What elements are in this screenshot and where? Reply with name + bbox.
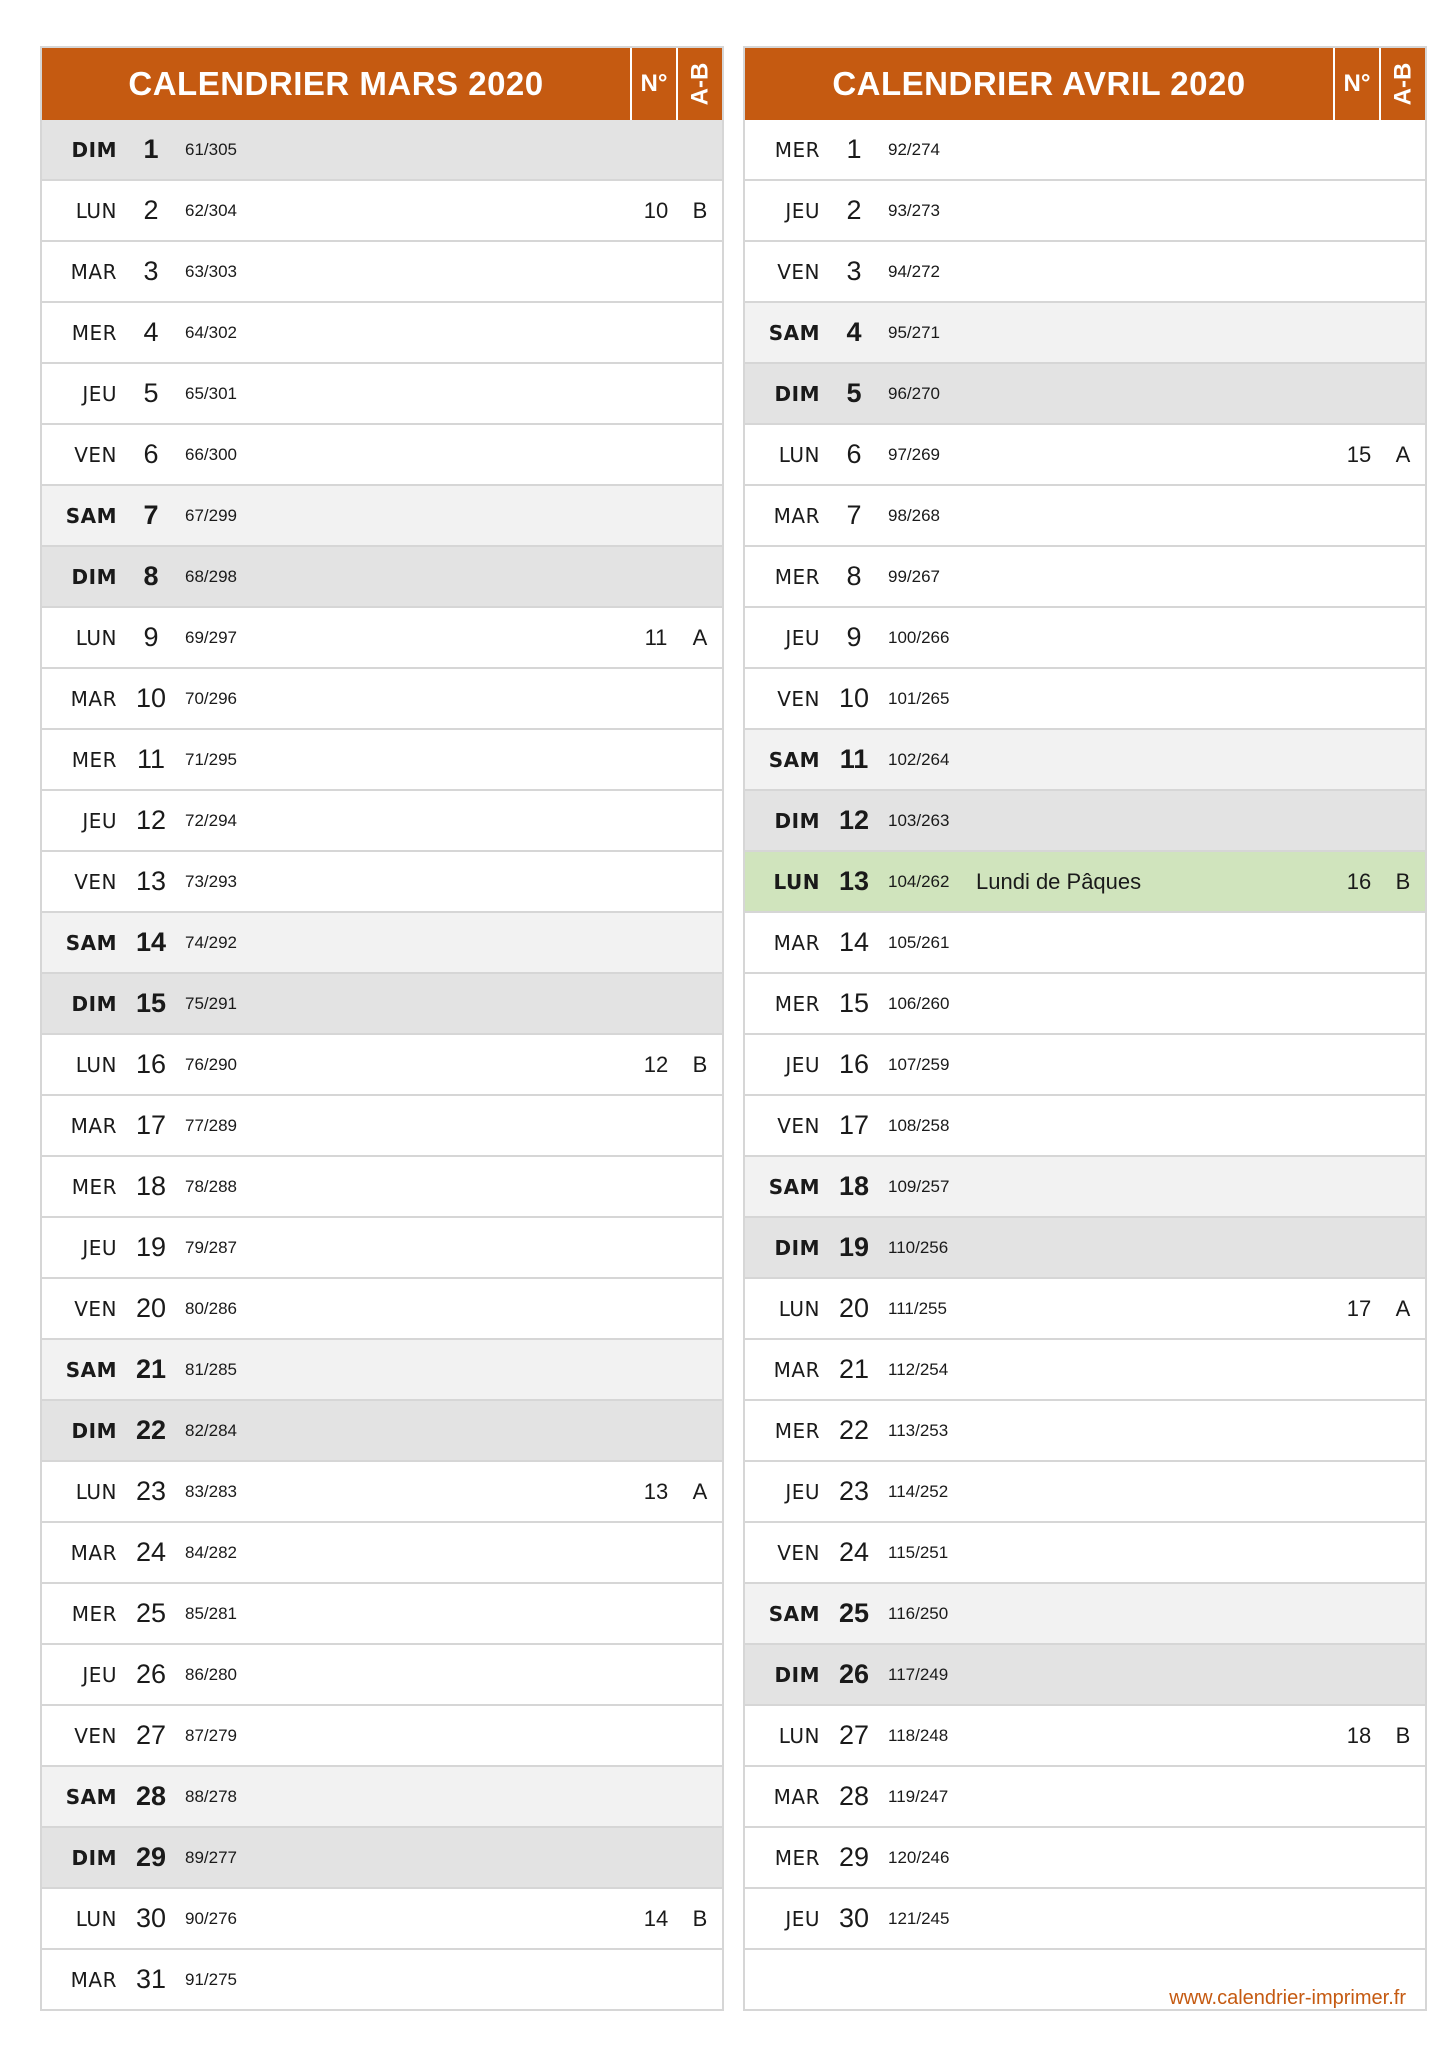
day-number: 19 [838,1232,870,1262]
day-number: 22 [135,1415,167,1445]
day-row [745,852,1425,913]
day-row [42,1462,722,1523]
day-row [745,1584,1425,1645]
day-of-week: MAR [773,503,820,528]
day-row [42,1096,722,1157]
day-number: 10 [838,683,870,713]
day-of-year: 79/287 [185,1237,237,1257]
day-row [42,1950,722,2009]
day-of-year: 97/269 [888,444,940,464]
day-of-year: 94/272 [888,261,940,281]
day-of-week: SAM [768,1601,820,1626]
day-number: 21 [838,1354,870,1384]
day-of-year: 75/291 [185,993,237,1013]
day-of-week: LUN [773,869,820,894]
day-number: 11 [839,744,869,774]
day-row [745,1157,1425,1218]
day-of-year: 96/270 [888,383,940,403]
day-of-week: JEU [785,1479,820,1504]
day-of-year: 112/254 [888,1359,949,1379]
day-of-week: MAR [70,1967,117,1992]
day-of-week: MER [71,1601,117,1626]
day-of-week: VEN [777,259,820,284]
day-number: 14 [135,927,167,957]
day-row [745,486,1425,547]
day-row [745,1828,1425,1889]
day-row [745,425,1425,486]
day-of-year: 103/263 [888,810,950,830]
day-of-week: MER [774,991,820,1016]
day-row [745,1096,1425,1157]
day-row [42,974,722,1035]
day-number: 12 [838,805,870,835]
day-number: 23 [838,1476,870,1506]
day-row [42,1035,722,1096]
day-of-year: 121/245 [888,1908,950,1928]
day-of-week: MAR [70,686,117,711]
day-row [42,425,722,486]
day-of-week: MER [774,1418,820,1443]
day-number: 7 [846,500,862,530]
day-row [745,730,1425,791]
day-number: 4 [143,317,159,347]
day-of-year: 120/246 [888,1847,950,1867]
day-row [42,1645,722,1706]
week-number: 13 [643,1478,669,1504]
day-of-year: 78/288 [185,1176,237,1196]
day-of-year: 76/290 [185,1054,237,1074]
day-of-week: JEU [785,1906,820,1931]
day-row [42,1828,722,1889]
ab-week: B [1395,1722,1411,1748]
day-of-year: 113/253 [888,1420,949,1440]
day-number: 27 [135,1720,167,1750]
day-number: 28 [838,1781,870,1811]
day-of-week: VEN [777,686,820,711]
calendar-body [42,120,722,2009]
day-of-year: 62/304 [185,200,237,220]
day-row [42,1889,722,1950]
week-number: 10 [643,197,669,223]
day-of-year: 102/264 [888,749,950,769]
day-of-week: DIM [774,1235,820,1260]
day-of-year: 111/255 [888,1298,947,1318]
ab-week: B [1395,868,1411,894]
day-number: 1 [143,134,159,164]
day-row [745,1706,1425,1767]
day-of-year: 69/297 [185,627,237,647]
day-of-year: 64/302 [185,322,237,342]
day-of-year: 93/273 [888,200,940,220]
day-row [42,852,722,913]
day-of-week: MAR [773,1357,820,1382]
day-row [42,1218,722,1279]
week-number-header: N° [1333,48,1379,120]
day-number: 30 [838,1903,870,1933]
ab-week-header: A-B [1379,48,1425,120]
ab-week: B [692,1051,708,1077]
day-row [745,181,1425,242]
day-row [745,120,1425,181]
day-of-week: DIM [71,1418,117,1443]
day-of-year: 117/249 [888,1664,949,1684]
day-row [745,1035,1425,1096]
day-of-year: 90/276 [185,1908,237,1928]
day-of-week: JEU [82,808,117,833]
day-of-week: JEU [785,625,820,650]
day-of-year: 74/292 [185,932,237,952]
day-of-year: 73/293 [185,871,237,891]
day-of-week: LUN [75,1906,117,1931]
day-row [42,1401,722,1462]
day-of-week: DIM [774,381,820,406]
day-of-week: JEU [785,1052,820,1077]
day-number: 2 [846,195,862,225]
day-of-year: 63/303 [185,261,237,281]
day-of-year: 71/295 [185,749,237,769]
day-row [745,303,1425,364]
day-number: 24 [838,1537,870,1567]
day-row [42,547,722,608]
day-row [42,608,722,669]
week-number: 14 [643,1905,669,1931]
day-number: 27 [838,1720,870,1750]
day-number: 18 [135,1171,167,1201]
day-number: 13 [838,866,870,896]
day-row [745,1645,1425,1706]
day-of-week: MER [71,747,117,772]
day-number: 3 [846,256,862,286]
day-row [745,1401,1425,1462]
day-of-year: 108/258 [888,1115,950,1135]
day-of-year: 67/299 [185,505,237,525]
day-number: 13 [135,866,167,896]
day-of-week: MER [71,320,117,345]
calendar-april [743,46,1427,2011]
day-number: 3 [143,256,159,286]
day-of-year: 65/301 [185,383,237,403]
day-of-week: JEU [82,381,117,406]
day-row [745,364,1425,425]
day-number: 8 [143,561,159,591]
day-number: 25 [135,1598,167,1628]
day-of-week: MER [774,1845,820,1870]
day-note: Lundi de Pâques [976,868,1142,894]
day-of-year: 118/248 [888,1725,949,1745]
day-row [745,1340,1425,1401]
day-number: 7 [143,500,159,530]
ab-week: B [692,197,708,223]
day-row [42,1157,722,1218]
ab-week: A [692,624,708,650]
day-number: 23 [135,1476,167,1506]
day-of-week: MAR [773,1784,820,1809]
day-of-week: LUN [75,1479,117,1504]
day-number: 11 [136,744,166,774]
day-number: 9 [846,622,862,652]
day-row [745,791,1425,852]
week-number: 16 [1346,868,1372,894]
day-of-week: VEN [74,869,117,894]
day-of-week: JEU [82,1235,117,1260]
day-of-week: SAM [768,1174,820,1199]
day-of-week: SAM [65,503,117,528]
day-row [42,791,722,852]
day-of-year: 109/257 [888,1176,950,1196]
day-row [745,547,1425,608]
calendar-header [42,48,722,120]
day-of-year: 66/300 [185,444,237,464]
day-number: 5 [143,378,159,408]
day-of-year: 98/268 [888,505,940,525]
day-number: 24 [135,1537,167,1567]
day-number: 5 [846,378,862,408]
day-of-week: MAR [70,1540,117,1565]
day-row [745,242,1425,303]
day-number: 4 [846,317,862,347]
calendar-title: CALENDRIER AVRIL 2020 [832,65,1246,102]
day-number: 1 [846,134,862,164]
day-row [42,1523,722,1584]
day-of-week: DIM [71,991,117,1016]
day-of-year: 115/251 [888,1542,949,1562]
day-of-year: 77/289 [185,1115,237,1135]
day-row [745,1767,1425,1828]
ab-week-header: A-B [676,48,722,120]
day-number: 16 [838,1049,870,1079]
day-of-week: MAR [773,930,820,955]
day-row [745,1889,1425,1950]
day-of-week: MER [774,137,820,162]
day-row [42,486,722,547]
day-of-year: 101/265 [888,688,950,708]
day-of-week: SAM [65,1784,117,1809]
day-of-week: VEN [777,1540,820,1565]
day-of-week: VEN [74,1296,117,1321]
day-row [745,1279,1425,1340]
day-of-year: 83/283 [185,1481,237,1501]
day-number: 9 [143,622,159,652]
ab-week: B [692,1905,708,1931]
day-number: 26 [838,1659,870,1689]
day-of-year: 91/275 [185,1969,237,1989]
calendar-header [745,48,1425,120]
day-number: 26 [135,1659,167,1689]
day-number: 29 [135,1842,167,1872]
day-of-week: LUN [778,442,820,467]
day-number: 21 [135,1354,167,1384]
day-row [42,364,722,425]
day-of-week: DIM [774,1662,820,1687]
day-of-week: MER [71,1174,117,1199]
day-of-week: LUN [75,198,117,223]
week-number: 15 [1346,441,1372,467]
day-of-year: 70/296 [185,688,237,708]
day-of-week: LUN [75,625,117,650]
calendar-title: CALENDRIER MARS 2020 [128,65,544,102]
day-of-year: 80/286 [185,1298,237,1318]
day-row [42,1767,722,1828]
day-of-week: JEU [82,1662,117,1687]
week-number: 12 [643,1051,669,1077]
day-of-year: 84/282 [185,1542,237,1562]
day-row [42,303,722,364]
day-of-year: 87/279 [185,1725,237,1745]
footer-url[interactable]: www.calendrier-imprimer.fr [1169,1987,1406,2009]
day-row [42,913,722,974]
ab-week: A [692,1478,708,1504]
day-row [42,120,722,181]
day-number: 12 [135,805,167,835]
day-number: 22 [838,1415,870,1445]
day-row [745,669,1425,730]
day-of-year: 92/274 [888,139,940,159]
day-of-week: LUN [75,1052,117,1077]
day-of-week: SAM [65,930,117,955]
day-row [745,1218,1425,1279]
day-of-week: SAM [768,320,820,345]
day-number: 17 [838,1110,870,1140]
day-row [42,669,722,730]
day-row [42,1584,722,1645]
day-number: 2 [143,195,159,225]
day-number: 30 [135,1903,167,1933]
day-of-week: VEN [74,442,117,467]
day-row [745,1462,1425,1523]
week-number-header: N° [630,48,676,120]
day-of-year: 72/294 [185,810,237,830]
day-of-week: LUN [778,1296,820,1321]
calendar-body [745,120,1425,2009]
ab-week: A [1395,441,1411,467]
day-row [42,730,722,791]
day-of-week: MAR [70,259,117,284]
day-of-year: 88/278 [185,1786,237,1806]
day-number: 19 [135,1232,167,1262]
day-of-year: 95/271 [888,322,940,342]
day-number: 17 [135,1110,167,1140]
day-of-week: JEU [785,198,820,223]
day-number: 8 [846,561,862,591]
day-of-week: MER [774,564,820,589]
day-of-year: 89/277 [185,1847,237,1867]
day-of-year: 82/284 [185,1420,237,1440]
day-number: 20 [838,1293,870,1323]
day-number: 25 [838,1598,870,1628]
day-number: 6 [846,439,862,469]
day-of-year: 107/259 [888,1054,950,1074]
day-of-year: 114/252 [888,1481,949,1501]
day-number: 6 [143,439,159,469]
day-number: 15 [135,988,167,1018]
day-of-year: 85/281 [185,1603,237,1623]
day-of-year: 68/298 [185,566,237,586]
day-of-year: 86/280 [185,1664,237,1684]
day-row [745,974,1425,1035]
day-row [42,1706,722,1767]
day-row [745,608,1425,669]
day-number: 16 [135,1049,167,1079]
day-of-year: 106/260 [888,993,950,1013]
day-of-week: DIM [71,564,117,589]
day-of-year: 116/250 [888,1603,949,1623]
calendar-march [40,46,724,2011]
day-of-year: 61/305 [185,139,237,159]
week-number: 18 [1346,1722,1372,1748]
day-of-week: SAM [768,747,820,772]
day-of-week: LUN [778,1723,820,1748]
day-of-year: 81/285 [185,1359,237,1379]
day-of-year: 119/247 [888,1786,949,1806]
week-number: 17 [1346,1295,1372,1321]
ab-week: A [1395,1295,1411,1321]
day-of-year: 100/266 [888,627,950,647]
day-number: 31 [135,1964,167,1994]
day-of-week: DIM [71,1845,117,1870]
day-number: 29 [838,1842,870,1872]
day-of-week: VEN [777,1113,820,1138]
day-of-week: DIM [71,137,117,162]
day-of-year: 110/256 [888,1237,949,1257]
day-number: 10 [135,683,167,713]
day-of-year: 99/267 [888,566,940,586]
day-row [42,181,722,242]
day-row [42,242,722,303]
day-of-week: SAM [65,1357,117,1382]
day-of-year: 105/261 [888,932,950,952]
day-row [745,913,1425,974]
day-row [42,1279,722,1340]
day-number: 14 [838,927,870,957]
week-number: 11 [644,624,668,650]
day-number: 28 [135,1781,167,1811]
day-number: 15 [838,988,870,1018]
day-of-week: MAR [70,1113,117,1138]
day-row [745,1523,1425,1584]
day-row [42,1340,722,1401]
day-number: 18 [838,1171,870,1201]
day-of-week: VEN [74,1723,117,1748]
day-of-week: DIM [774,808,820,833]
day-of-year: 104/262 [888,871,950,891]
day-number: 20 [135,1293,167,1323]
